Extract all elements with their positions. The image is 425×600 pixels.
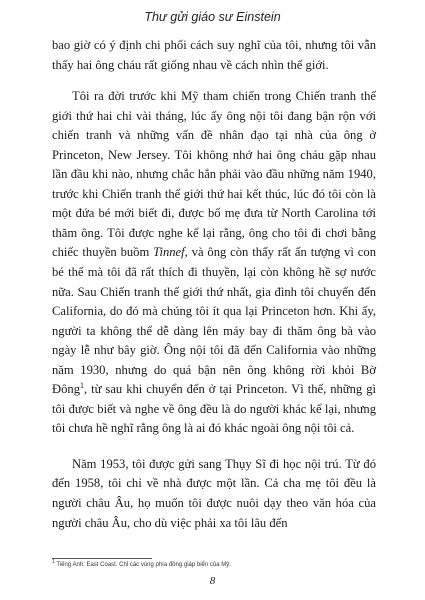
paragraph-2-part-a: Tôi ra đời trước khi Mỹ tham chiến trong Chiến tranh thế giới thứ hai chỉ vài tháng, lúc ấy ông nội tôi đang bận rộn với chiến tranh và những vấn đề nhân đạo tại nhà của ông ở Princeton, New Jersey. Tôi không nhớ hai ông cháu gặp nhau lần đầu khi nào, nhưng chắc hẳn phải vào đầu những năm 1940, trước khi Chiến tranh thế giới thứ hai kết thúc, lúc đó tôi còn là một đứa bé mới biết đi, được bố mẹ đưa từ North Carolina tới thăm ông. Tôi được nghe kể lại rằng, ông cho tôi đi chơi bằng chiếc thuyền buồm	[52, 89, 376, 260]
footnote-text: Tiếng Anh: East Coast. Chỉ các vùng phía đông giáp biển của Mỹ.	[54, 562, 231, 568]
page-number: 8	[209, 575, 216, 587]
footnote-divider	[52, 558, 152, 559]
boat-name: Tinnef	[153, 245, 185, 260]
paragraph-2-part-b: , và ông còn thấy rất ấn tượng vì con bé thế mà tôi đã rất thích đi thuyền, lại còn không hề sợ nước nữa. Sau Chiến tranh thế giới thứ nhất, gia đình tôi chuyển đến California, do đó mà chúng tôi ít qua lại Princeton hơn. Khi ấy, người ta không thể dễ dàng lên máy bay đi thăm ông bà vào ngày lễ như bây giờ. Ông nội tôi đã đến California vào những năm 1930, nhưng do quá bận nên ông không rời khỏi Bờ Đông	[52, 245, 376, 397]
paragraph-1: bao giờ có ý định chi phối cách suy nghĩ của tôi, nhưng tôi vẫn thấy hai ông cháu rất giống nhau về cách nhìn thế giới.	[52, 38, 376, 72]
footnote-reference[interactable]: 1	[80, 381, 84, 391]
paragraph-3: Năm 1953, tôi được gửi sang Thụy Sĩ đi học nội trú. Từ đó đến 1958, tôi chỉ về nhà được một lần. Cả cha mẹ tôi đều là người châu Âu, họ muốn tôi được nuôi dạy theo văn hóa của người châu Âu, cho dù việc phải xa tôi lâu đến	[52, 456, 376, 530]
footnote-marker: 1	[52, 559, 55, 565]
running-header: Thư gửi giáo sư Einstein	[144, 10, 281, 24]
body-text	[52, 36, 376, 533]
footnote	[52, 559, 376, 568]
paragraph-2	[52, 87, 376, 439]
paragraph-2-part-c: , từ sau khi chuyển đến ở tại Princeton. Vì thế, những gì tôi được biết và nghe về ông đều là do người khác kể lại, nhưng tôi chưa hề nghĩ rằng ông là ai đó khác ngoài ông nội tôi cả.	[52, 382, 376, 436]
